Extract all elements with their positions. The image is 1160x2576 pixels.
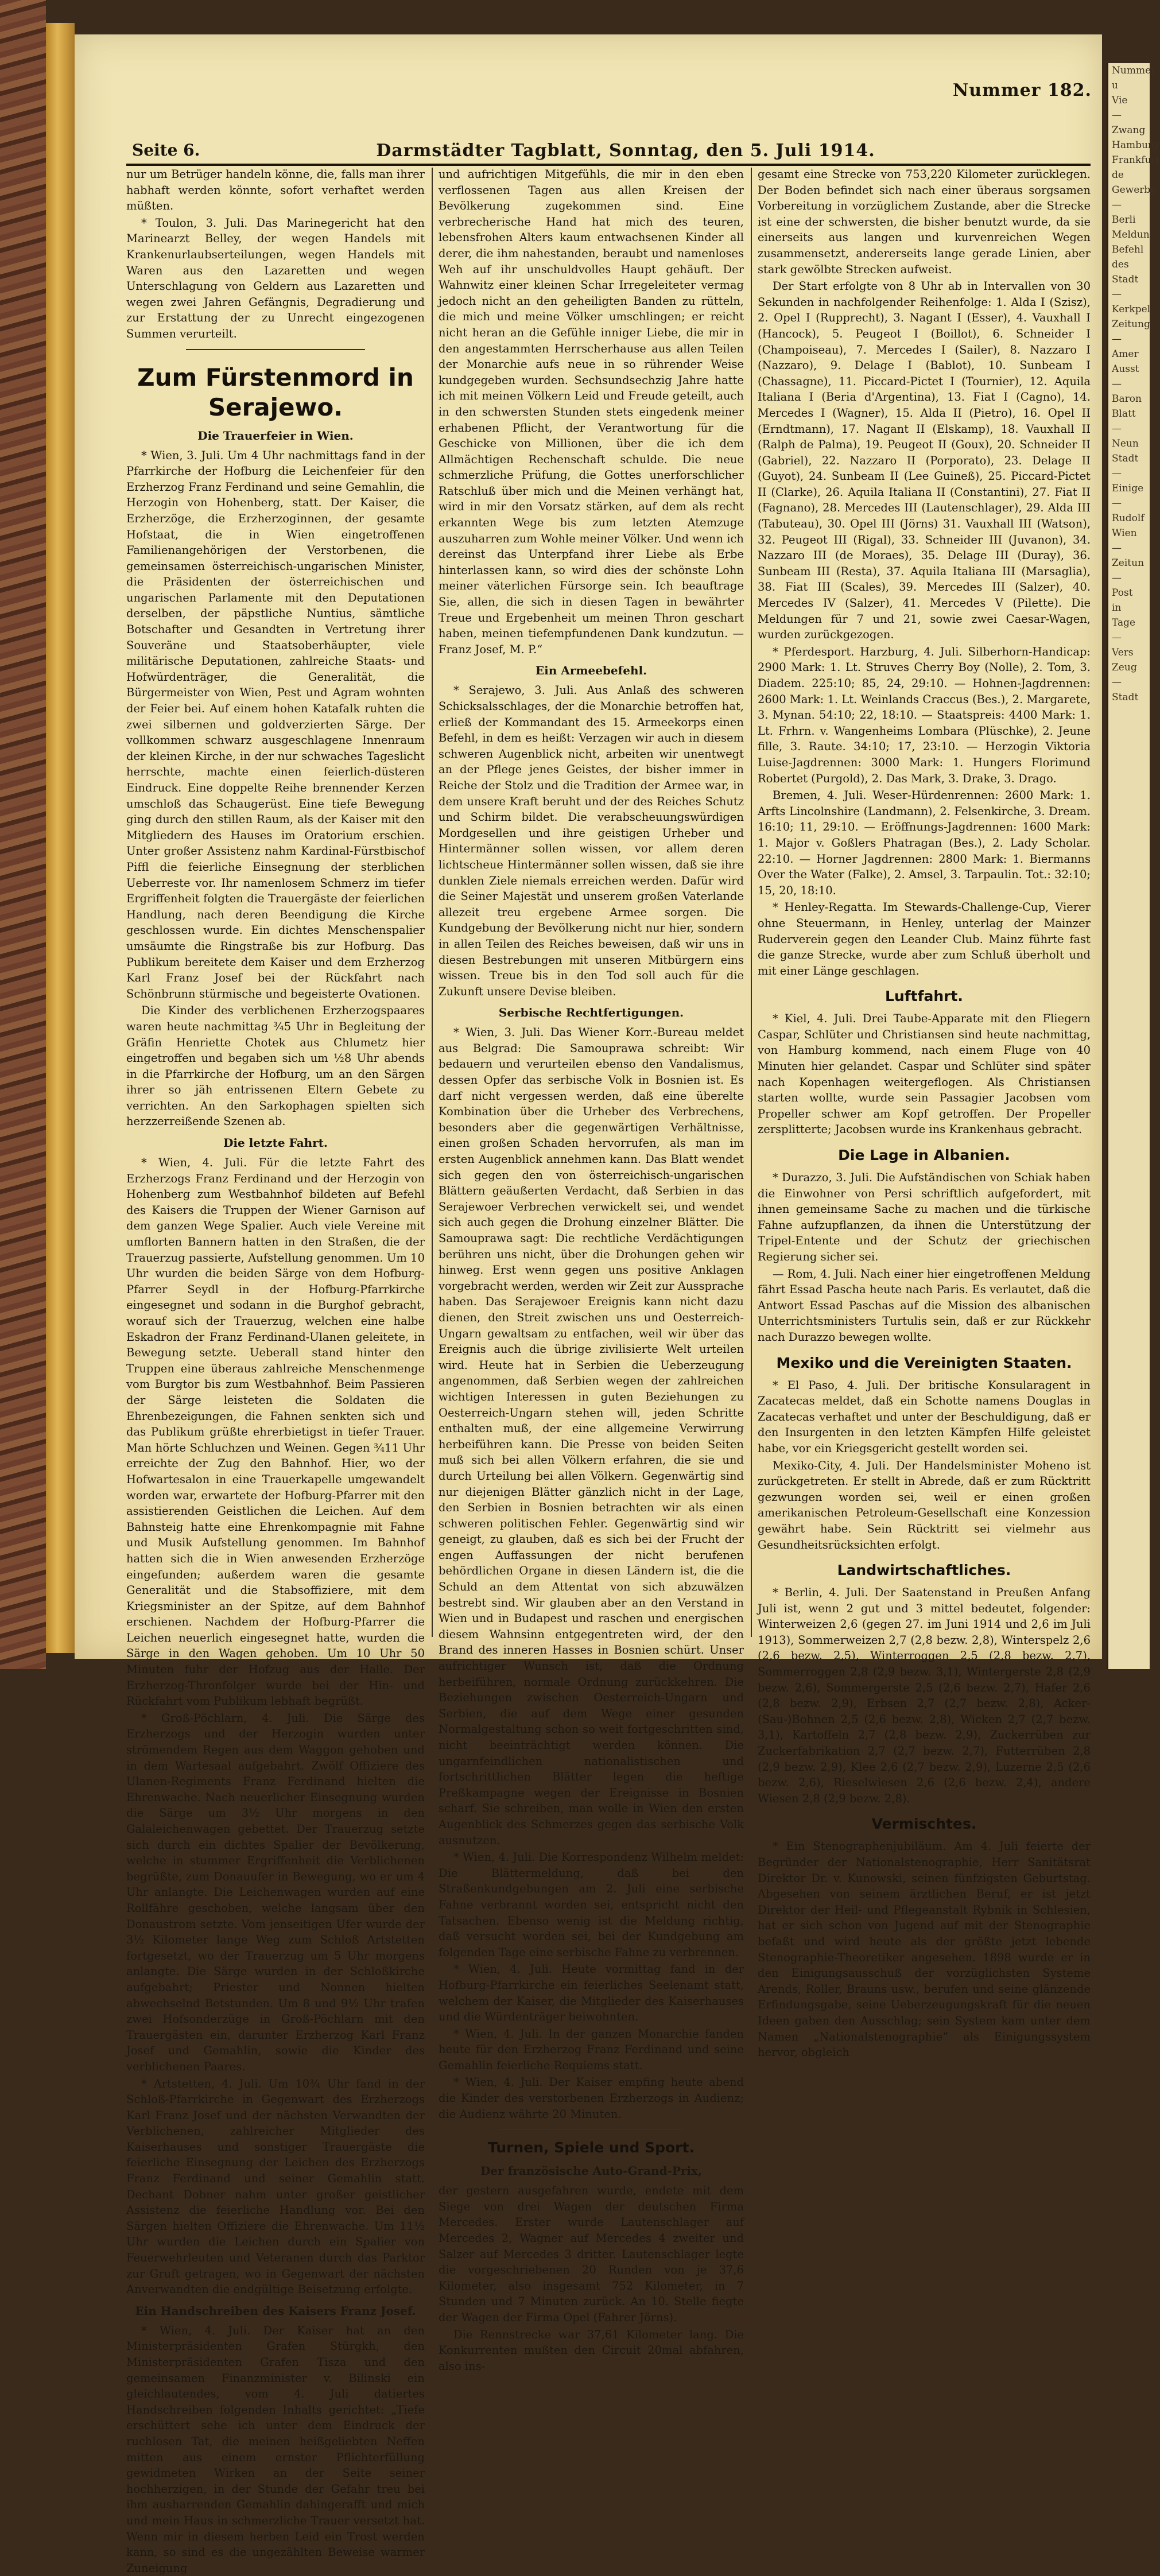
paragraph: * Kiel, 4. Juli. Drei Taube-Apparate mit den Fliegern Caspar, Schlüter und Christiansen sind heute nachmittag, von Hamburg kommend, nach einem Fluge von 40 Minuten hier gelandet. Caspar und Schlüter sind später nach Kopenhagen weitergeflogen. Als Christiansen starten wollte, wurde sein Passagier Jacobsen vom Propeller schwer am Kopf getroffen. Der Propeller zersplitterte; Jacobsen wurde ins Krankenhaus gebracht.: [758, 1012, 1091, 1136]
neighbor-line: Neun: [1112, 438, 1139, 449]
paragraph: gesamt eine Strecke von 753,220 Kilometer zurücklegen. Der Boden befindet sich nach einer überaus sorgsamen Vorbereitung in vorzüglichem Zustande, aber die Strecke ist eine der schwersten, die bisher benutzt wurde, da sie einerseits aus langen und kurvenreichen Wegen zusammensetzt, andererseits lange gerade Linien, aber stark gewölbte Strecken aufweist.: [758, 168, 1091, 276]
paragraph: der gestern ausgefahren wurde, endete mit dem Siege von drei Wagen der deutschen Firma Mercedes. Erster wurde Lautenschlager auf Mercedes 2, Wagner auf Mercedes 4 zweiter und Salzer auf Mercedes 3 dritter. Lautenschlager legte die vorgeschriebenen 20 Runden von je 37,6 Kilometer, also insgesamt 752 Kilometer, in 7 Stunden und 7 Minuten zurück. An 10. Stelle fiegte der Wagen der Firma Opel (Fahrer Jörns).: [439, 2184, 744, 2324]
newspaper-page: [75, 34, 1102, 2575]
neighbor-line: Zwang: [1112, 125, 1146, 136]
neighbor-line: u: [1112, 80, 1118, 91]
neighbor-line: —: [1112, 632, 1122, 643]
neighbor-line: Kerkpel: [1112, 304, 1151, 315]
paragraph: — Rom, 4. Juli. Nach einer hier eingetroffenen Meldung fährt Essad Pascha heute nach Paris. Es verlautet, daß die Antwort Essad Paschas auf die Mission des albanischen Unterrichtsministers Turtulis sein, daß er zur Rückkehr nach Durazzo bewegen wollte.: [758, 1267, 1091, 1344]
neighbor-line: —: [1112, 289, 1122, 300]
paragraph: und aufrichtigen Mitgefühls, die mir in den eben verflossenen Tagen aus allen Kreisen der Bevölkerung zugekommen sind. Eine verbrecherische Hand hat mich des teuren, lebensfrohen Alters kaum entwachsenen Kinder all derer, die ihm nahestanden, beraubt und namenloses Weh auf ihr unschuldvolles Haupt gehäuft. Der Wahnwitz einer kleinen Schar Irregeleiteter vermag jedoch nicht an den geheiligten Banden zu rütteln, die mich und meine Völker umschlingen; er reicht nicht heran an die Gefühle inniger Liebe, die mir in den angestammten Herrscherhause aus allen Teilen der Monarchie aufs neue in so rührender Weise kundgegeben wurden. Sechsundsechzig Jahre hatte ich mit meinen Völkern Leid und Freude geteilt, auch in den schwersten Stunden stets eingedenk meiner erhabenen Pflicht, der Verantwortung für die Geschicke von Millionen, über die ich dem Allmächtigen Rechenschaft schulde. Die neue schmerzliche Prüfung, die Gottes unerforschlicher Ratschluß über mich und die Meinen verhängt hat, wird in mir den Vorsatz stärken, auf dem als recht erkannten Wege bis zum letzten Atemzuge auszuharren zum Wohle meiner Völker. Und wenn ich dereinst das Unterpfand ihrer Liebe als Erbe hinterlassen kann, so wird dies der schönste Lohn meiner väterlichen Fürsorge sein. Ich beauftrage Sie, allen, die sich in diesen Tagen in bewährter Treue und Ergebenheit um meinen Thron geschart haben, meinen tiefempfundenen Dank kundzutun. — Franz Josef, M. P.“: [439, 168, 744, 656]
paragraph: * Wien, 3. Juli. Um 4 Uhr nachmittags fand in der Pfarrkirche der Hofburg die Leichenfeier für den Erzherzog Franz Ferdinand und seine Gemahlin, die Herzogin von Hohenberg, statt. Der Kaiser, die Erzherzöge, die Erzherzoginnen, der gesamte Hofstaat, die in Wien eingetroffenen Familienangehörigen der Verstorbenen, die gemeinsamen österreichisch-ungarischen Minister, die Präsidenten der österreichischen und ungarischen Parlamente mit den Deputationen derselben, der päpstliche Nuntius, sämtliche Botschafter und Gesandten in Vertretung ihrer Souveräne und Staatsoberhäupter, viele militärische Deputationen, zahlreiche Staats- und Hofwürdenträger, die Generalität, die Bürgermeister von Wien, Pest und Agram wohnten der Feier bei. Auf einem hohen Katafalk ruhten die zwei silbernen und goldverzierten Särge. Der vollkommen schwarz ausgeschlagene Innenraum der kleinen Kirche, in der nur schwaches Tageslicht herrschte, machte einen feierlich-düsteren Eindruck. Eine doppelte Reihe brennender Kerzen umschloß das Schaugerüst. Eine tiefe Bewegung ging durch den stillen Raum, als der Kaiser mit den Mitgliedern des Hauses im Oratorium erschien. Unter großer Assistenz nahm Kardinal-Fürstbischof Piffl die feierliche Einsegnung der sterblichen Ueberreste vor. Ihr namenlosem Schmerz im tiefer Ergriffenheit folgten die Trauergäste der feierlichen Handlung, nach deren Beendigung die Kirche geschlossen wurde. Ein dichtes Menschenspalier umsäumte die Ringstraße bis zur Hofburg. Das Publikum bereitete dem Kaiser und dem Erzherzog Karl Franz Josef bei der Rückfahrt nach Schönbrunn stürmische und begeisterte Ovationen.: [126, 448, 425, 1000]
paragraph: * Groß-Pöchlarn, 4. Juli. Die Särge des Erzherzogs und der Herzogin wurden unter strömendem Regen aus dem Waggon gehoben und in dem Wartesaal aufgebahrt. Zwölf Offiziere des Ulanen-Regiments Franz Ferdinand hielten die Ehrenwache. Nach neuerlicher Einsegnung wurden die Särge um 3½ Uhr morgens in den Galaleichenwagen gebettet. Der Trauerzug setzte sich durch ein dichtes Spalier der Bevölkerung, welche in stummer Ergriffenheit die Verblichenen begrüßte, zum Donauufer in Bewegung, wo er um 4 Uhr anlangte. Die Leichenwagen wurden auf eine Rollfähre geschoben, welche langsam über den Donaustrom setzte. Vom jenseitigen Ufer wurde der 3½ Kilometer lange Weg zum Schloß Artstetten fortgesetzt, wo der Trauerzug um 5 Uhr morgens anlangte. Die Särge wurden in der Schloßkirche aufgebahrt; Priester und Nonnen hielten abwechselnd Betstunden. Um 8 und 9½ Uhr trafen zwei Hofsonderzüge in Groß-Pöchlarn mit den Trauergästen ein, darunter Erzherzog Karl Franz Josef und Gemahlin, sowie die Kinder des verblichenen Paares.: [126, 1711, 425, 2073]
paragraph: * Serajewo, 3. Juli. Aus Anlaß des schweren Schicksalsschlages, der die Monarchie betroffen hat, erließ der Kommandant des 15. Armeekorps einen Befehl, in dem es heißt: Verzagen wir auch in diesem schweren Augenblick nicht, arbeiten wir unentwegt an der Pflege jenes Geistes, der bisher immer in Reiche der Stolz und die Tradition der Armee war, in dem unsere Kraft beruht und der des Reiches Schutz und Schirm bildet. Die verabscheuungswürdigen Mordgesellen und ihre geistigen Urheber und Hintermänner sollen wissen, vor allem deren lichtscheue Hintermänner sollen wissen, daß sie ihre dunklen Ziele niemals erreichen werden. Dafür wird die Seiner Majestät und unserem großen Vaterlande allezeit treu ergebene Armee sorgen. Die Kundgebung der Bevölkerung nicht nur hier, sondern in allen Teilen des Reiches beweisen, daß wir uns in diesen Bestrebungen mit unseren Mitbürgern eins wissen. Treue bis in den Tod soll auch für die Zukunft unsere Devise bleiben.: [439, 684, 744, 998]
neighbor-line: Tage: [1112, 617, 1136, 629]
neighbor-line: Frankfurt: [1112, 154, 1160, 166]
neighbor-line: Blatt: [1112, 408, 1136, 420]
section-heading: Vermischtes.: [871, 1815, 977, 1833]
neighbor-line: Ausst: [1112, 363, 1139, 375]
section-heading: Turnen, Spiele und Sport.: [488, 2139, 695, 2156]
paper-title: Darmstädter Tagblatt, Sonntag, den 5. Juli 1914.: [376, 141, 875, 161]
paragraph: * Wien, 4. Juli. Der Kaiser hat an den Ministerpräsidenten Grafen Stürgkh, den Ministerpräsidenten Grafen Tisza und den gemeinsamen Finanzminister v. Bilinski ein gleichlautendes, vom 4. Juli datiertes Handschreiben folgenden Inhalts gerichtet: „Tiefe erschüttert sehe ich unter dem Eindruck der ruchlosen Tat, die meinen heißgeliebten Neffen mitten aus einem ernster Pflichterfüllung gewidmeten Wirken an der Seite seiner hochherzigen, in der Stunde der Gefahr treu bei ihm ausharrenden Gemahlin dahingerafft und mich und mein Haus in schmerzliche Trauer versetzt hat. Wenn mir in diesem herben Leid ein Trost werden kann, so sind es die ungezählten Beweise warmer Zuneigung: [126, 2323, 425, 2575]
neighbor-line: Vie: [1112, 95, 1128, 106]
neighbor-line: Stadt: [1112, 692, 1139, 703]
paragraph: * Wien, 4. Juli. In der ganzen Monarchie fanden heute für den Erzherzog Franz Ferdinand und seine Gemahlin feierliche Requiems statt.: [439, 2027, 744, 2072]
subheading: Der französische Auto-Grand-Prix,: [480, 2164, 702, 2178]
paragraph: * Wien, 4. Juli. Heute vormittag fand in der Hofburg-Pfarrkirche ein feierliches Seelenamt statt, welchem der Kaiser, die Mitglieder des Kaiserhauses und die Würdenträger beiwohnten.: [439, 1962, 744, 2024]
neighbor-line: Baron: [1112, 393, 1142, 405]
divider: [186, 349, 365, 350]
paragraph: * Berlin, 4. Juli. Der Saatenstand in Preußen Anfang Juli ist, wenn 2 gut und 3 mittel bedeutet, folgender: Winterweizen 2,6 (gegen 27. im Juni 1914 und 2,6 im Juli 1913), Sommerweizen 2,7 (2,8 bezw. 2,8), Winterspelz 2,6 (2,6 bezw. 2,5), Winterroggen 2,5 (2,8 bezw. 2,7), Sommerroggen 2,8 (2,9 bezw. 3,1), Wintergerste 2,8 (2,9 bezw. 2,6), Sommergerste 2,5 (2,6 bezw. 2,7), Hafer 2,6 (2,8 bezw. 2,9), Erbsen 2,7 (2,7 bezw. 2,8), Acker-(Sau-)Bohnen 2,5 (2,6 bezw. 2,8), Wicken 2,7 (2,7 bezw. 3,1), Kartoffeln 2,7 (2,8 bezw. 2,9), Zuckerrüben zur Zuckerfabrikation 2,7 (2,7 bezw. 2,7), Futterrüben 2,8 (2,9 bezw. 2,9), Klee 2,6 (2,7 bezw. 2,9), Luzerne 2,5 (2,6 bezw. 2,6), Rieselwiesen 2,6 (2,6 bezw. 2,4), andere Wiesen 2,8 (2,9 bezw. 2,8).: [758, 1586, 1091, 1805]
paragraph: * El Paso, 4. Juli. Der britische Konsularagent in Zacatecas meldet, daß ein Schotte namens Douglas in Zacatecas verhaftet und unter der Beschuldigung, daß er den Insurgenten in den letzten Kämpfen Hilfe geleistet habe, vor ein Kriegsgericht gestellt worden sei.: [758, 1378, 1091, 1455]
neighbor-line: Meldun: [1112, 229, 1150, 240]
neighbor-line: Befehl: [1112, 244, 1144, 255]
paragraph: * Wien, 4. Juli. Der Kaiser empfing heute abend die Kinder des verstorbenen Erzherzogs in Audienz; die Audienz währte 20 Minuten.: [439, 2075, 744, 2121]
section-heading: Die Lage in Albanien.: [838, 1147, 1010, 1164]
section-heading: Luftfahrt.: [885, 988, 963, 1005]
column-rule: [432, 168, 433, 1637]
subheading: Die Trauerfeier in Wien.: [197, 428, 354, 443]
column-2: [439, 166, 744, 2373]
paragraph: * Wien, 4. Juli. Die Korrespondenz Wilhelm meldet: Die Blättermeldung, daß bei den Straßenkundgebungen am 2. Juli eine serbische Fahne verbrannt worden sei, entspricht nicht den Tatsachen. Ebenso wenig ist die Meldung richtig, daß versucht worden sei, bei der Kundgebung am folgenden Tage eine serbische Fahne zu verbrennen.: [439, 1850, 744, 1959]
neighbor-line: —: [1112, 378, 1122, 390]
section-heading: Landwirtschaftliches.: [837, 1562, 1011, 1579]
neighbor-line: Wien: [1112, 527, 1137, 539]
book-binding: [0, 0, 46, 1669]
neighbor-line: Zeitun: [1112, 557, 1145, 569]
neighbor-line: —: [1112, 423, 1122, 434]
section-heading: Mexiko und die Vereinigten Staaten.: [776, 1354, 1072, 1371]
paragraph: * Wien, 3. Juli. Das Wiener Korr.-Bureau meldet aus Belgrad: Die Samouprawa schreibt: Wir bedauern und verurteilen ebenso den Vandalismus, dessen Opfer das serbische Volk in Bosnien ist. Es darf nicht vergessen werden, daß eine überelte Kombination über die Urheber des Verbrechens, besonders aber die gegenwärtigen Verhältnisse, einen großen Schaden hervorrufen, als man im ersten Augenblick annehmen kann. Das Blatt wendet sich gegen den von österreichisch-ungarischen Blättern geäußerten Verdacht, daß Serbien in das Serajewoer Verbrechen verwickelt sei, und wendet sich auch gegen die Drohung einzelner Blätter. Die Samouprawa sagt: Die rechtliche Verdächtigungen berühren uns nicht, über die Drohungen gehen wir hinweg. Erst wenn gegen uns positive Anklagen vorgebracht werden, werden wir Zeit zur Aussprache haben. Das Serajewoer Ereignis kann nicht dazu dienen, den Streit zwischen uns und Oesterreich-Ungarn gewaltsam zu entfachen, weil wir über das Ereignis auch die übrige zivilisierte Welt urteilen wird. Heute hat in Serbien die Ueberzeugung angenommen, daß Serbien wegen der zahlreichen wichtigen Interessen in guten Beziehungen zu Oesterreich-Ungarn stehen will, jeden Schritte enthalten muß, der eine allgemeine Verwirrung herbeiführen kann. Die Presse von beiden Seiten muß sich bei allen Völkern erfahren, die sie und durch Urteilung bei allen Völkern. Gegenwärtig sind nur diejenigen Blätter gänzlich nicht in der Lage, den Serbien in Bosnien betrachten wir als einen schweren politischen Fehler. Gegenwärtig sind wir geneigt, zu glauben, daß es sich bei der Frucht der engen Auffassungen der nicht berufenen behördlichen Organe in diesen Ländern ist, die die Schuld an dem Attentat von sich abzuwälzen bestrebt sind. Wir glauben aber an den Verstand in Wien und in Budapest und raschen und energischen diesem Wahnsinn entgegentreten wird, der den Brand des inneren Hasses in Bosnien schürt. Unser aufrichtiger Wunsch ist, daß die Ordnung herbeiführen, normale Ordnung zurückkehren. Die Beziehungen zwischen Oesterreich-Ungarn und Serbien, die auf dem Wege einer gesunden Normalgestaltung schon so weit fortgeschritten sind, nicht beeinträchtigt werden können. Die ungarnfeindlichen nationalistischen und fortschrittlichen Blätter legen die heftige Preßkampagne wegen der Ereignisse in Bosnien scharf. Sie schreiben, man wolle in Wien den ersten Augenblick des Schmerzes gegen das serbische Volk ausnutzen.: [439, 1026, 744, 1847]
neighbor-line: Rudolf: [1112, 513, 1145, 524]
neighbor-line: Post: [1112, 587, 1133, 599]
paragraph: Mexiko-City, 4. Juli. Der Handelsminister Moheno ist zurückgetreten. Er stellt in Abrede, daß er zum Rücktritt gezwungen worden sei, weil er einen großen amerikanischen Petroleum-Gesellschaft eine Konzession gewährt habe. Sein Rücktritt sei vielmehr aus Gesundheitsrücksichten erfolgt.: [758, 1458, 1091, 1551]
headline: Zum Fürstenmord in Serajewo.: [137, 363, 414, 421]
paragraph: * Durazzo, 3. Juli. Die Aufständischen von Schiak haben die Einwohner von Persi schriftlich aufgefordert, mit ihnen gemeinsame Sache zu machen und die türkische Fahne aufzupflanzen, da ihnen die Unterstützung der Tripel-Entente und der Schutz der griechischen Regierung sicher sei.: [758, 1171, 1091, 1263]
neighbor-line: Hamburg: [1112, 139, 1159, 151]
paragraph: Die Rennstrecke war 37,61 Kilometer lang. Die Konkurrenten mußten den Circuit 20mal abfahren, also ins-: [439, 2327, 744, 2373]
masthead: [75, 34, 1102, 161]
paragraph: Der Start erfolgte von 8 Uhr ab in Intervallen von 30 Sekunden in nachfolgender Reihenfolge: 1. Alda I (Szisz), 2. Opel I (Rupprecht), 3. Nagant I (Esser), 4. Vauxhall I (Hancock), 5. Peugeot I (Boillot), 6. Schneider I (Champoiseau), 7. Mercedes I (Sailer), 8. Nazzaro I (Nazzaro), 9. Delage I (Bablot), 10. Sunbeam I (Chassagne), 11. Piccard-Pictet I (Tournier), 12. Aquila Italiana I (Beria d'Argentina), 13. Fiat I (Cagno), 14. Mercedes I (Wagner), 15. Alda II (Pietro), 16. Opel II (Erndtmann), 17. Nagant II (Elskamp), 18. Vauxhall II (Ralph de Palma), 19. Peugeot II (Goux), 20. Schneider II (Gabriel), 22. Nazzaro II (Porporato), 23. Delage II (Guyot), 24. Sunbeam II (Lee Guineß), 25. Piccard-Pictet II (Clarke), 26. Aquila Italiana II (Constantini), 27. Fiat II (Fagnano), 28. Mercedes III (Lautenschlager), 29. Alda III (Tabuteau), 30. Opel III (Jörns) 31. Vauxhall III (Watson), 32. Peugeot III (Rigal), 33. Schneider III (Juvanon), 34. Nazzaro III (de Moraes), 35. Delage III (Duray), 36. Sunbeam III (Resta), 37. Aquila Italiana III (Marsaglia), 38. Fiat III (Scales), 39. Mercedes III (Salzer), 40. Mercedes IV (Salzer), 41. Mercedes V (Pilette). Die Meldungen für 7 und 21, sowie zwei Caesar-Wagen, wurden zurückgezogen.: [758, 280, 1091, 642]
page-number: Seite 6.: [132, 141, 200, 160]
paragraph: nur um Betrüger handeln könne, die, falls man ihrer habhaft werden könnte, sofort verhaftet werden müßten.: [126, 168, 425, 213]
paragraph: * Pferdesport. Harzburg, 4. Juli. Silberhorn-Handicap: 2900 Mark: 1. Lt. Struves Cherry Boy (Nolle), 2. Tom, 3. Diadem. 225:10; 85, 24, 29:10. — Hohnen-Jagdrennen: 2600 Mark: 1. Lt. Weinlands Craccus (Bes.), 2. Margarete, 3. Mynan. 54:10; 22, 18:10. — Staatspreis: 4400 Mark: 1. Lt. Frhrn. v. Wangenheims Lombara (Plüschke), 2. Jeune fille, 3. Raute. 34:10; 17, 23:10. — Herzogin Viktoria Luise-Jagdrennen: 3000 Mark: 1. Hungers Florimund Robertet (Purgold), 2. Das Mark, 3. Drake, 3. Drago.: [758, 645, 1091, 785]
column-3: [758, 166, 1091, 2059]
neighbor-page: [1107, 63, 1160, 1669]
paragraph: * Henley-Regatta. Im Stewards-Challenge-Cup, Vierer ohne Steuermann, in Henley, unterlag der Mainzer Ruderverein gegen den Leander Club. Mainz führte fast die ganze Strecke, wurde aber zum Schluß überholt und mit einer Länge geschlagen.: [758, 901, 1091, 977]
paragraph: * Ein Stenographenjubiläum. Am 4. Juli feierte der Begründer der Nationalstenographie, Herr Sanitätsrat Direktor Dr. v. Kunowski, seinen fünfzigsten Geburtstag. Abgesehen von seinem ärztlichen Beruf, er ist jetzt Direktor der Heil- und Pflegeanstalt Rybnik in Schlesien, hat er sich schon von Jugend auf mit der Stenographie befaßt und wird heute als der größte jetzt lebende Stenographie-Theoretiker angesehen. 1898 wurde er in den Einigungsausschuß der vorzüglichsten Systeme Arends, Roller, Brauns usw., berufen und seine glänzende Erfindungsgabe, seine Ueberzeugungskraft für die neuen Ideen gaben den Ausschlag; sein System kam unter dem Namen „Nationalstenographie“ als Einigungssystem hervor, obgleich: [758, 1840, 1091, 2059]
neighbor-line: Stadt: [1112, 274, 1139, 285]
neighbor-line: Zeitung: [1112, 319, 1150, 330]
neighbor-line: Zeug: [1112, 662, 1137, 673]
neighbor-line: in: [1112, 602, 1122, 614]
neighbor-line: —: [1112, 572, 1122, 584]
page-edges: [46, 23, 75, 1653]
divider: [499, 2129, 682, 2130]
neighbor-line: —: [1112, 110, 1122, 121]
neighbor-line: —: [1112, 677, 1122, 688]
neighbor-line: —: [1112, 199, 1122, 211]
neighbor-line: Amer: [1112, 348, 1139, 360]
subheading: Ein Handschreiben des Kaisers Franz Josef.: [135, 2303, 416, 2318]
issue-number: Nummer 182.: [952, 80, 1092, 100]
paragraph: * Wien, 4. Juli. Für die letzte Fahrt des Erzherzogs Franz Ferdinand und der Herzogin von Hohenberg zum Westbahnhof bildeten auf Befehl des Kaisers die Truppen der Wiener Garnison auf dem ganzen Wege Spalier. Auch viele Vereine mit umflorten Bannern hatten in den Straßen, die der Trauerzug passierte, Aufstellung genommen. Um 10 Uhr wurden die beiden Särge von dem Hofburg-Pfarrer Seydl in der Hofburg-Pfarrkirche eingesegnet und sodann in die Burghof gebracht, worauf sich der Trauerzug, welchen eine halbe Eskadron der Franz Ferdinand-Ulanen geleitete, in Bewegung setzte. Ueberall stand hinter den Truppen eine überaus zahlreiche Menschenmenge vom Burgtor bis zum Westbahnhof. Beim Passieren der Särge leisteten die Soldaten die Ehrenbezeigungen, die Fahnen senkten sich und das Publikum grüßte ehrerbietigst in tiefer Trauer. Man hörte Schluchzen und Weinen. Gegen ¾11 Uhr erreichte der Zug den Bahnhof. Hier, wo der Hofwartesalon in eine Trauerkapelle umgewandelt worden war, erwartete der Hofburg-Pfarrer mit den assistierenden Geistlichen die Leichen. Auf dem Bahnsteig hatte eine Ehrenkompagnie mit Fahne und Musik Aufstellung genommen. Im Bahnhof hatten sich die in Wien anwesenden Erzherzöge eingefunden; außerdem waren die gesamte Generalität und die Stabsoffiziere, mit dem Kriegsminister an der Spitze, auf dem Bahnhof erschienen. Nachdem der Hofburg-Pfarrer die Leichen neuerlich eingesegnet hatte, wurden die Särge in den Wagen gehoben. Um 10 Uhr 50 Minuten fuhr der Hofzug aus der Halle. Der Erzherzog-Thronfolger wurde bei der Hin- und Rückfahrt vom Publikum lebhaft begrüßt.: [126, 1156, 425, 1708]
paragraph: * Toulon, 3. Juli. Das Marinegericht hat den Marinearzt Belley, der wegen Handels mit Krankenurlaubserteilungen, wegen Handels mit Waren aus den Lazaretten und wegen Unterschlagung von Geldern aus Lazaretten und wegen zwei Jahren Gefängnis, Degradierung und zur Erstattung der zu Unrecht eingezogenen Summen verurteilt.: [126, 216, 425, 340]
column-1: [126, 166, 425, 2575]
neighbor-line: Stadt: [1112, 453, 1139, 464]
paragraph: Die Kinder des verblichenen Erzherzogspaares waren heute nachmittag ¾5 Uhr in Begleitung der Gräfin Henriette Chotek aus Chlumetz hier eingetroffen und begaben sich um ½8 Uhr abends in die Pfarrkirche der Hofburg, um an den Särgen ihrer so jäh entrissenen Eltern Gebete zu verrichten. An den Sarkophagen spielten sich herzzerreißende Szenen ab.: [126, 1004, 425, 1128]
neighbor-line: Vers: [1112, 647, 1134, 658]
paragraph: Bremen, 4. Juli. Weser-Hürdenrennen: 2600 Mark: 1. Arfts Lincolnshire (Landmann), 2. Felsenkirche, 3. Dream. 16:10; 11, 29:10. — Eröffnungs-Jagdrennen: 1600 Mark: 1. Major v. Goßlers Phatragan (Bes.), 2. Lady Scholar. 22:10. — Horner Jagdrennen: 2800 Mark: 1. Biermanns Over the Water (Falke), 2. Amsel, 3. Tarpaulin. Tot.: 32:10; 15, 20, 18:10.: [758, 789, 1091, 897]
neighbor-line: Berli: [1112, 214, 1136, 226]
neighbor-line: —: [1112, 542, 1122, 554]
neighbor-line: Nummer: [1112, 65, 1156, 76]
neighbor-line: —: [1112, 468, 1122, 479]
subheading: Ein Armeebefehl.: [535, 664, 647, 678]
neighbor-line: —: [1112, 333, 1122, 345]
neighbor-line: de: [1112, 169, 1124, 181]
subheading: Serbische Rechtfertigungen.: [498, 1006, 684, 1020]
neighbor-line: —: [1112, 498, 1122, 509]
paragraph: * Artstetten, 4. Juli. Um 10¾ Uhr fand in der Schloß-Pfarrkirche in Gegenwart des Erzherzogs Karl Franz Josef und der nächsten Verwandten der Verblichenen, zahlreicher Mitglieder des Kaiserhauses und sonstiger Trauergäste die feierliche Einsegnung der Leichen des Erzherzogs Franz Ferdinand und seiner Gemahlin statt. Dechant Dobner nahm unter großer geistlicher Assistenz die feierliche Handlung vor. Bei den Särgen hielten Offiziere die Ehrenwache. Um 11½ Uhr wurden die Leichen durch ein Spalier von Feuerwehrleuten und Veteranen durch das Parktor zur Gruft getragen, wo in Gegenwart der nächsten Anverwandten die endgültige Beisetzung erfolgte.: [126, 2077, 425, 2296]
column-rule: [751, 168, 752, 1637]
neighbor-line: des: [1112, 259, 1129, 270]
header-rule: [126, 164, 1091, 166]
subheading: Die letzte Fahrt.: [223, 1136, 328, 1150]
neighbor-line: Einige: [1112, 483, 1144, 494]
neighbor-line: Gewerbe: [1112, 184, 1157, 196]
